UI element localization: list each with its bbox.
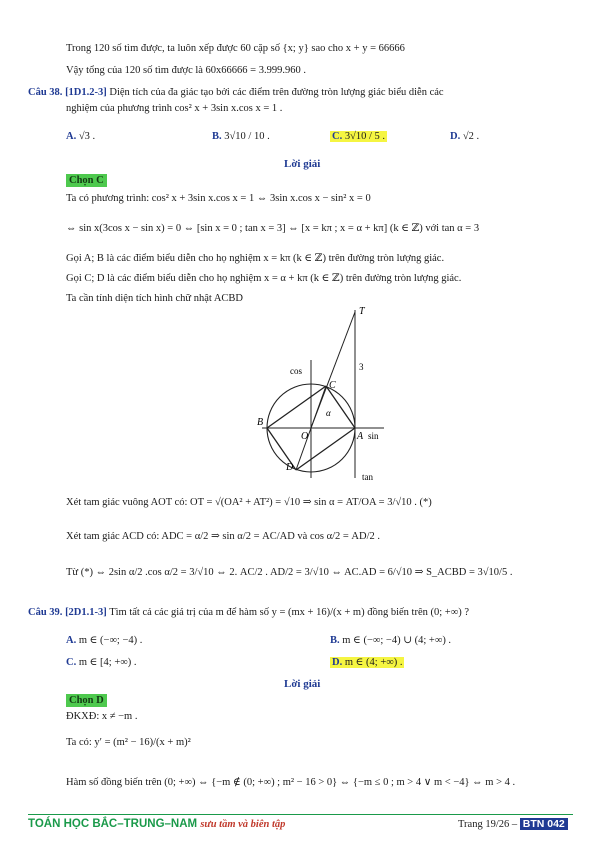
footer-page [458,818,568,830]
trig-circle-figure [256,300,396,490]
footer-code-badge: BTN 042 [520,818,568,830]
label-sin: sin [368,431,379,441]
solution-39-step-3: Hàm số đồng biến trên (0; +∞) ⇔ {−m ∉ (0; +∞) ; m² − 16 > 0} ⇔ {−m ≤ 0 ; m > 4 ∨ m < −4} ⇔ m > 4 . [66,777,516,788]
segment-cb [267,386,326,428]
label-three: 3 [359,362,364,372]
question-39-text: Tìm tất cả các giá trị của m để hàm số y = (mx + 16)/(x + m) đồng biến trên (0; +∞) ? [109,607,469,618]
footer-brand-text: TOÁN HỌC BẮC–TRUNG–NAM [28,818,198,830]
question-38-header [28,86,444,100]
segment-ac [326,386,355,428]
option-38-c[interactable]: C. 3√10 / 5 . [332,131,386,142]
choice-38-badge: Chọn C [66,174,107,187]
label-o: O [301,431,309,442]
solution-38-step-5: Ta cần tính diện tích hình chữ nhật ACBD [66,293,244,304]
footer-page-number: Trang 19/26 – [458,819,518,830]
solution-38-after-1: Xét tam giác vuông AOT có: OT = √(OA² + AT²) = √10 ⇒ sin α = AT/OA = 3/√10 . (*) [66,497,432,508]
footer-credit: sưu tầm và biên tập [200,819,286,830]
label-t: T [359,306,365,317]
label-tan: tan [362,472,373,482]
label-a: A [357,431,364,442]
solution-38-step-2: ⇔ sin x(3cos x − sin x) = 0 ⇔ [sin x = 0 ; tan x = 3] ⇔ [x = kπ ; x = α + kπ] (k ∈ ℤ) với tan α = 3 [66,223,480,234]
question-38-text-2: nghiệm của phương trình cos² x + 3sin x.cos x = 1 . [66,103,283,114]
solution-39-step-1: ĐKXĐ: x ≠ −m . [66,711,138,722]
choice-39-badge: Chọn D [66,694,107,707]
question-38-number: Câu 38. [28,87,63,98]
label-alpha: α [326,408,331,418]
label-d: D [286,462,294,473]
option-38-d[interactable]: D. √2 . [450,131,480,142]
solution-38-title: Lời giải [284,158,321,170]
solution-38-after-2: Xét tam giác ACD có: ADC = α/2 ⇒ sin α/2 = AC/AD và cos α/2 = AD/2 . [66,531,381,542]
solution-39-step-2: Ta có: y′ = (m² − 16)/(x + m)² [66,737,191,748]
option-39-c[interactable]: C. m ∈ [4; +∞) . [66,657,137,668]
label-b: B [257,417,264,428]
solution-38-step-4: Gọi C; D là các điểm biểu diễn cho họ nghiệm x = α + kπ (k ∈ ℤ) trên đường tròn lượng giác. [66,273,462,284]
question-39-header [28,606,469,620]
intro-line-1: Trong 120 số tìm được, ta luôn xếp được 60 cặp số {x; y} sao cho x + y = 66666 [66,43,405,54]
question-38-text-1: Diện tích của đa giác tạo bởi các điểm trên đường tròn lượng giác biểu diễn các [109,87,444,98]
option-38-a[interactable]: A. √3 . [66,131,96,142]
option-39-a[interactable]: A. m ∈ (−∞; −4) . [66,635,143,646]
question-39-tag: [2D1.1-3] [65,607,107,618]
intro-line-2: Vậy tổng của 120 số tìm được là 60x66666 = 3.999.960 . [66,65,306,76]
footer-brand [28,818,285,830]
solution-38-step-3: Gọi A; B là các điểm biểu diễn cho họ nghiệm x = kπ (k ∈ ℤ) trên đường tròn lượng giác. [66,253,445,264]
question-39-number: Câu 39. [28,607,63,618]
footer-rule [28,814,573,815]
solution-39-title: Lời giải [284,678,321,690]
label-c: C [329,380,336,391]
option-39-d[interactable]: D. m ∈ (4; +∞) . [332,657,403,668]
question-38-tag: [1D1.2-3] [65,87,107,98]
solution-38-after-3: Từ (*) ⇔ 2sin α/2 .cos α/2 = 3/√10 ⇔ 2. AC/2 . AD/2 = 3/√10 ⇔ AC.AD = 6/√10 ⇒ S_ACBD = 3√10/5 . [66,567,513,578]
option-38-b[interactable]: B. 3√10 / 10 . [212,131,270,142]
solution-38-step-1: Ta có phương trình: cos² x + 3sin x.cos x = 1 ⇔ 3sin x.cos x − sin² x = 0 [66,193,371,204]
option-39-b[interactable]: B. m ∈ (−∞; −4) ∪ (4; +∞) . [330,635,452,646]
label-cos: cos [290,366,302,376]
